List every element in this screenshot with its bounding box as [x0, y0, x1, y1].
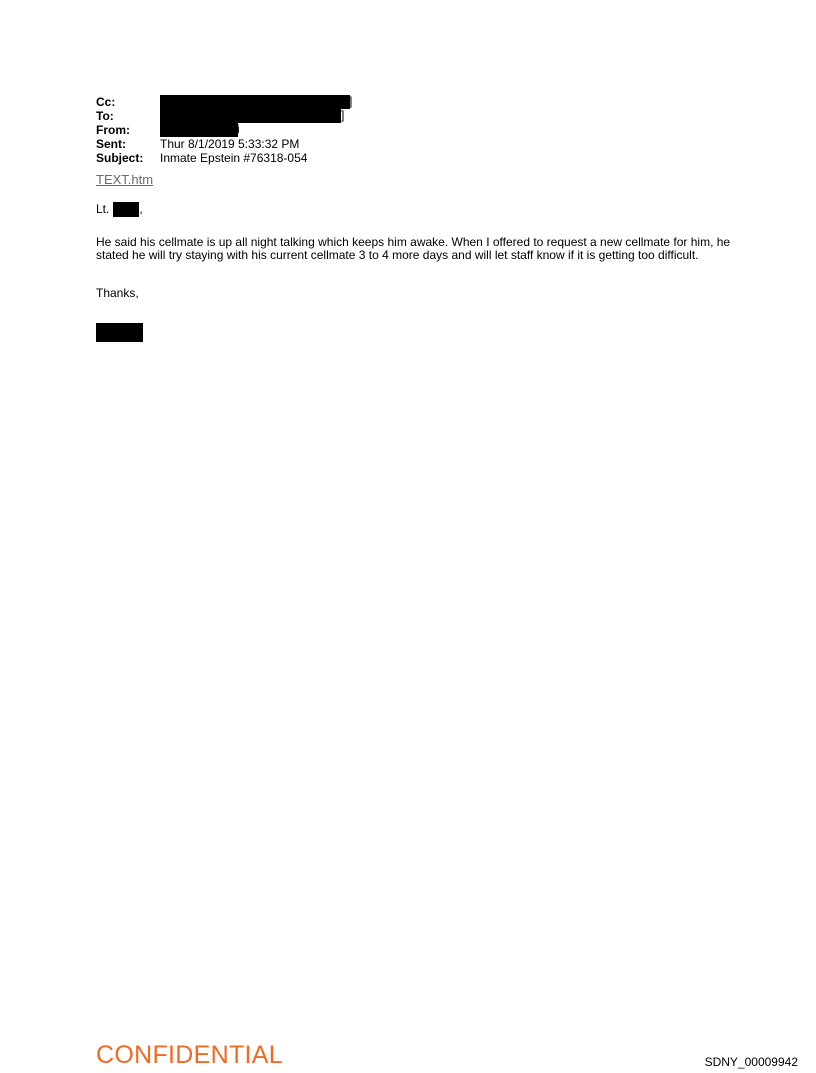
greeting: [96, 202, 143, 217]
email-header: [96, 94, 353, 165]
sent-row: [96, 137, 307, 151]
to-row: [96, 108, 345, 123]
sent-value: Thur 8/1/2019 5:33:32 PM: [160, 137, 300, 151]
cc-redaction: [160, 94, 353, 109]
signature-redaction: [96, 323, 143, 342]
bates-number: SDNY_00009942: [704, 1055, 798, 1069]
subject-value: Inmate Epstein #76318-054: [160, 151, 308, 165]
name-redaction: [113, 202, 139, 217]
subject-row: [96, 151, 307, 165]
to-label: To:: [96, 109, 114, 123]
closing: Thanks,: [96, 286, 139, 300]
cc-trail: ]: [349, 94, 353, 108]
to-redaction: [160, 109, 341, 123]
cc-row: [96, 94, 353, 109]
greeting-prefix: Lt.: [96, 202, 110, 216]
attachment-link[interactable]: TEXT.htm: [96, 172, 154, 187]
from-row: [96, 123, 307, 137]
subject-label: Subject:: [96, 151, 144, 165]
greeting-suffix: ,: [139, 202, 143, 216]
from-trail: i: [237, 122, 240, 136]
sent-label: Sent:: [96, 137, 126, 151]
to-trail: ]: [341, 108, 345, 122]
confidential-stamp: CONFIDENTIAL: [96, 1041, 283, 1069]
from-redaction: [160, 123, 238, 137]
from-label: From:: [96, 123, 130, 137]
cc-label: Cc:: [96, 95, 116, 109]
message-paragraph: He said his cellmate is up all night talking which keeps him awake. When I offered to request a new cellmate for him, he stated he will try staying with his current cellmate 3 to 4 more days and will let staff know if it is getting too difficult.: [96, 235, 731, 262]
